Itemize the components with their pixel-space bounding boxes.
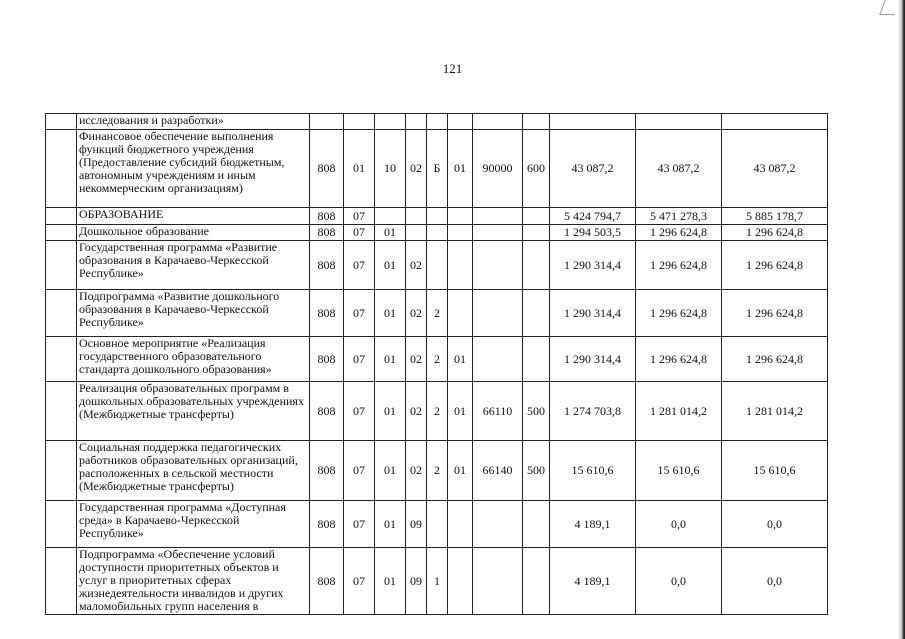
subprogram-code-cell: [427, 241, 448, 290]
activity-code-cell: [448, 241, 473, 290]
empty-margin-cell: [46, 225, 77, 241]
ministry-code-cell: 808: [310, 208, 344, 225]
amount-year2-cell: 1 296 624,8: [636, 290, 722, 337]
amount-year3-cell: 0,0: [722, 501, 828, 548]
subprogram-code-cell: [427, 208, 448, 225]
row-name-cell: ОБРАЗОВАНИЕ: [77, 208, 310, 225]
empty-margin-cell: [46, 241, 77, 290]
expense-type-cell: 500: [523, 382, 550, 441]
amount-year1-cell: 1 294 503,5: [550, 225, 636, 241]
program-code-cell: 02: [406, 337, 427, 382]
program-code-cell: 02: [406, 382, 427, 441]
table-row: [46, 382, 828, 441]
section-code-cell: 07: [344, 501, 375, 548]
direction-code-cell: 90000: [473, 130, 523, 208]
direction-code-cell: [473, 290, 523, 337]
row-name-cell: Дошкольное образование: [77, 225, 310, 241]
row-name-cell: Подпрограмма «Обеспечение условий доступности приоритетных объектов и услуг в приоритетных сферах жизнедеятельности инвалидов и других маломобильных групп населения в: [77, 548, 310, 615]
amount-year2-cell: 0,0: [636, 501, 722, 548]
ministry-code-cell: [310, 114, 344, 130]
subprogram-code-cell: 2: [427, 382, 448, 441]
program-code-cell: [406, 114, 427, 130]
empty-margin-cell: [46, 337, 77, 382]
table-row: [46, 501, 828, 548]
expense-type-cell: 600: [523, 130, 550, 208]
amount-year2-cell: 1 281 014,2: [636, 382, 722, 441]
program-code-cell: [406, 208, 427, 225]
amount-year2-cell: 15 610,6: [636, 441, 722, 501]
ministry-code-cell: 808: [310, 290, 344, 337]
direction-code-cell: [473, 114, 523, 130]
ministry-code-cell: 808: [310, 501, 344, 548]
activity-code-cell: [448, 548, 473, 615]
direction-code-cell: [473, 548, 523, 615]
empty-margin-cell: [46, 548, 77, 615]
amount-year2-cell: 1 296 624,8: [636, 337, 722, 382]
row-name-cell: Государственная программа «Развитие образования в Карачаево-Черкесской Республике»: [77, 241, 310, 290]
empty-margin-cell: [46, 114, 77, 130]
table-body: [46, 114, 828, 615]
ministry-code-cell: 808: [310, 225, 344, 241]
row-name-cell: Подпрограмма «Развитие дошкольного образования в Карачаево-Черкесской Республике»: [77, 290, 310, 337]
table-row: [46, 114, 828, 130]
program-code-cell: 09: [406, 548, 427, 615]
amount-year2-cell: 5 471 278,3: [636, 208, 722, 225]
direction-code-cell: 66110: [473, 382, 523, 441]
scan-edge-shadow: [898, 0, 905, 639]
scan-corner-mark: [879, 0, 899, 15]
subprogram-code-cell: 2: [427, 441, 448, 501]
section-code-cell: 07: [344, 382, 375, 441]
table-row: [46, 441, 828, 501]
amount-year2-cell: 0,0: [636, 548, 722, 615]
amount-year3-cell: 1 281 014,2: [722, 382, 828, 441]
amount-year2-cell: 43 087,2: [636, 130, 722, 208]
activity-code-cell: 01: [448, 130, 473, 208]
expense-type-cell: [523, 501, 550, 548]
section-code-cell: 07: [344, 208, 375, 225]
subsection-code-cell: 01: [375, 290, 406, 337]
amount-year3-cell: 1 296 624,8: [722, 225, 828, 241]
table-row: [46, 548, 828, 615]
row-name-cell: Государственная программа «Доступная среда» в Карачаево-Черкесской Республике»: [77, 501, 310, 548]
program-code-cell: 02: [406, 130, 427, 208]
expense-type-cell: [523, 290, 550, 337]
section-code-cell: 07: [344, 441, 375, 501]
subsection-code-cell: 01: [375, 548, 406, 615]
program-code-cell: 02: [406, 441, 427, 501]
subprogram-code-cell: [427, 114, 448, 130]
ministry-code-cell: 808: [310, 441, 344, 501]
subsection-code-cell: [375, 208, 406, 225]
table-row: [46, 241, 828, 290]
amount-year2-cell: [636, 114, 722, 130]
amount-year3-cell: 1 296 624,8: [722, 241, 828, 290]
table-row: [46, 337, 828, 382]
table-row: [46, 225, 828, 241]
amount-year1-cell: 4 189,1: [550, 501, 636, 548]
subprogram-code-cell: [427, 501, 448, 548]
subprogram-code-cell: 2: [427, 290, 448, 337]
amount-year1-cell: 43 087,2: [550, 130, 636, 208]
activity-code-cell: [448, 225, 473, 241]
section-code-cell: 07: [344, 225, 375, 241]
amount-year3-cell: 1 296 624,8: [722, 337, 828, 382]
subsection-code-cell: 01: [375, 241, 406, 290]
subsection-code-cell: 01: [375, 225, 406, 241]
activity-code-cell: [448, 114, 473, 130]
program-code-cell: 09: [406, 501, 427, 548]
subprogram-code-cell: 1: [427, 548, 448, 615]
empty-margin-cell: [46, 208, 77, 225]
section-code-cell: [344, 114, 375, 130]
activity-code-cell: 01: [448, 337, 473, 382]
direction-code-cell: [473, 337, 523, 382]
row-name-cell: исследования и разработки»: [77, 114, 310, 130]
table-row: [46, 290, 828, 337]
amount-year1-cell: [550, 114, 636, 130]
amount-year1-cell: 5 424 794,7: [550, 208, 636, 225]
direction-code-cell: [473, 501, 523, 548]
expense-type-cell: [523, 114, 550, 130]
program-code-cell: 02: [406, 241, 427, 290]
empty-margin-cell: [46, 501, 77, 548]
row-name-cell: Финансовое обеспечение выполнения функций бюджетного учреждения (Предоставление субсидий бюджетным, автономным учреждениям и иным некоммерческим организациям): [77, 130, 310, 208]
amount-year3-cell: 15 610,6: [722, 441, 828, 501]
table-row: [46, 208, 828, 225]
activity-code-cell: 01: [448, 441, 473, 501]
page-number: 121: [442, 61, 463, 76]
section-code-cell: 07: [344, 241, 375, 290]
subsection-code-cell: [375, 114, 406, 130]
subsection-code-cell: 01: [375, 337, 406, 382]
program-code-cell: 02: [406, 290, 427, 337]
direction-code-cell: [473, 241, 523, 290]
expense-type-cell: [523, 548, 550, 615]
subprogram-code-cell: [427, 225, 448, 241]
activity-code-cell: 01: [448, 382, 473, 441]
empty-margin-cell: [46, 290, 77, 337]
amount-year1-cell: 1 290 314,4: [550, 241, 636, 290]
row-name-cell: Социальная поддержка педагогических работников образовательных организаций, расположенных в сельской местности (Межбюджетные трансферты): [77, 441, 310, 501]
amount-year1-cell: 1 290 314,4: [550, 290, 636, 337]
section-code-cell: 07: [344, 290, 375, 337]
direction-code-cell: 66140: [473, 441, 523, 501]
row-name-cell: Основное мероприятие «Реализация государственного образовательного стандарта дошкольного образования»: [77, 337, 310, 382]
empty-margin-cell: [46, 130, 77, 208]
amount-year3-cell: 5 885 178,7: [722, 208, 828, 225]
subsection-code-cell: 01: [375, 382, 406, 441]
amount-year1-cell: 4 189,1: [550, 548, 636, 615]
amount-year1-cell: 1 290 314,4: [550, 337, 636, 382]
ministry-code-cell: 808: [310, 241, 344, 290]
expense-type-cell: [523, 225, 550, 241]
ministry-code-cell: 808: [310, 382, 344, 441]
subprogram-code-cell: Б: [427, 130, 448, 208]
expense-type-cell: [523, 208, 550, 225]
activity-code-cell: [448, 501, 473, 548]
ministry-code-cell: 808: [310, 130, 344, 208]
direction-code-cell: [473, 208, 523, 225]
activity-code-cell: [448, 290, 473, 337]
expense-type-cell: [523, 241, 550, 290]
expense-type-cell: [523, 337, 550, 382]
table-row: [46, 130, 828, 208]
row-name-cell: Реализация образовательных программ в дошкольных образовательных учреждениях (Межбюджетные трансферты): [77, 382, 310, 441]
amount-year2-cell: 1 296 624,8: [636, 225, 722, 241]
ministry-code-cell: 808: [310, 548, 344, 615]
amount-year3-cell: [722, 114, 828, 130]
amount-year3-cell: 43 087,2: [722, 130, 828, 208]
amount-year1-cell: 15 610,6: [550, 441, 636, 501]
budget-table: [45, 113, 828, 615]
amount-year3-cell: 0,0: [722, 548, 828, 615]
subsection-code-cell: 01: [375, 441, 406, 501]
amount-year2-cell: 1 296 624,8: [636, 241, 722, 290]
section-code-cell: 07: [344, 337, 375, 382]
section-code-cell: 01: [344, 130, 375, 208]
program-code-cell: [406, 225, 427, 241]
amount-year1-cell: 1 274 703,8: [550, 382, 636, 441]
ministry-code-cell: 808: [310, 337, 344, 382]
subprogram-code-cell: 2: [427, 337, 448, 382]
expense-type-cell: 500: [523, 441, 550, 501]
direction-code-cell: [473, 225, 523, 241]
section-code-cell: 07: [344, 548, 375, 615]
empty-margin-cell: [46, 382, 77, 441]
amount-year3-cell: 1 296 624,8: [722, 290, 828, 337]
subsection-code-cell: 01: [375, 501, 406, 548]
activity-code-cell: [448, 208, 473, 225]
empty-margin-cell: [46, 441, 77, 501]
subsection-code-cell: 10: [375, 130, 406, 208]
